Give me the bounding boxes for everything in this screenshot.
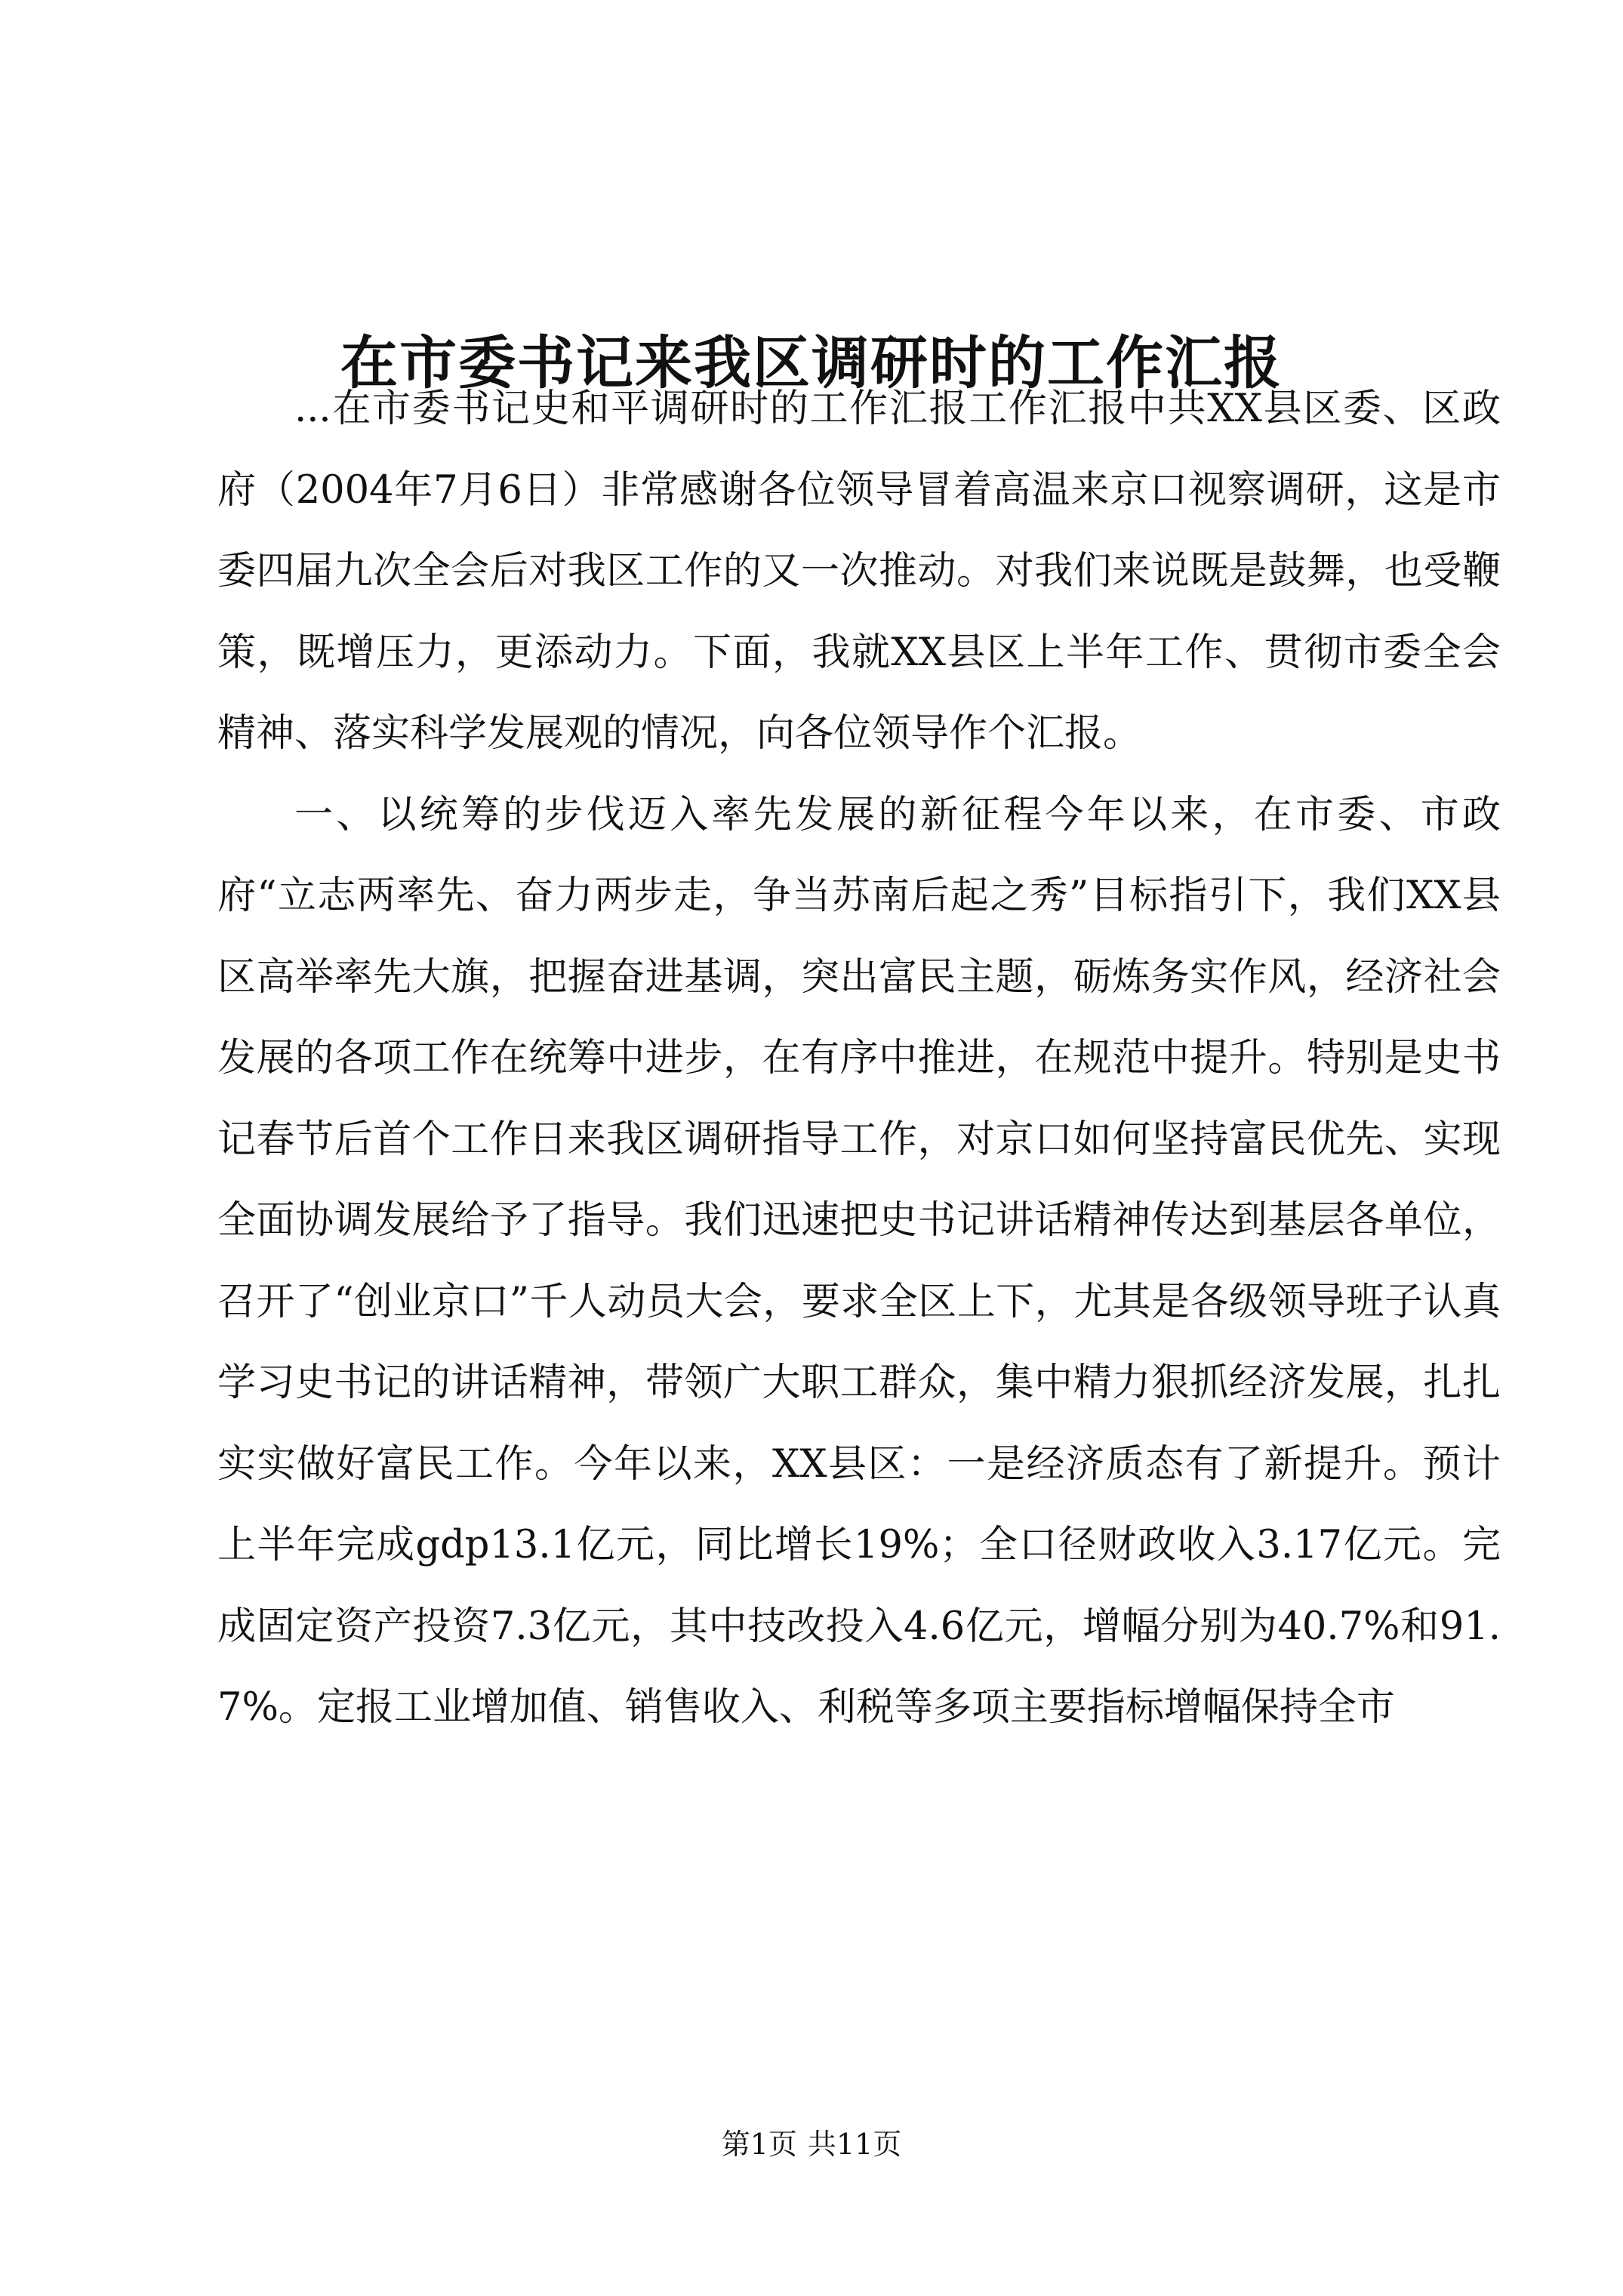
page-footer xyxy=(0,2125,1623,2163)
page-total: 共11页 xyxy=(807,2128,902,2161)
page-number: 第1页 xyxy=(721,2128,797,2161)
document-title: 在市委书记来我区调研时的工作汇报 xyxy=(340,328,1283,396)
paragraph-section-one: 一、以统筹的步伐迈入率先发展的新征程今年以来，在市委、市政府“立志两率先、奋力两步走，争当苏南后起之秀”目标指引下，我们XX县区高举率先大旗，把握奋进基调，突出富民主题，砺炼务实作风，经济社会发展的各项工作在统筹中进步，在有序中推进，在规范中提升。特别是史书记春节后首个工作日来我区调研指导工作，对京口如何坚持富民优先、实现全面协调发展给予了指导。我们迅速把史书记讲话精神传达到基层各单位，召开了“创业京口”千人动员大会，要求全区上下，尤其是各级领导班子认真学习史书记的讲话精神，带领广大职工群众，集中精力狠抓经济发展，扎扎实实做好富民工作。今年以来，XX县区：一是经济质态有了新提升。预计上半年完成gdp13.1亿元，同比增长19%；全口径财政收入3.17亿元。完成固定资产投资7.3亿元，其中技改投入4.6亿元，增幅分别为40.7%和91.7%。定报工业增加值、销售收入、利税等多项主要指标增幅保持全市 xyxy=(217,792,1501,1730)
document-body xyxy=(217,368,1501,1749)
paragraph-intro: ...在市委书记史和平调研时的工作汇报工作汇报中共XX县区委、区政府（2004年7月6日）非常感谢各位领导冒着高温来京口视察调研，这是市委四届九次全会后对我区工作的又一次推动。对我们来说既是鼓舞，也受鞭策，既增压力，更添动力。下面，我就XX县区上半年工作、贯彻市委全会精神、落实科学发展观的情况，向各位领导作个汇报。 xyxy=(217,387,1501,756)
